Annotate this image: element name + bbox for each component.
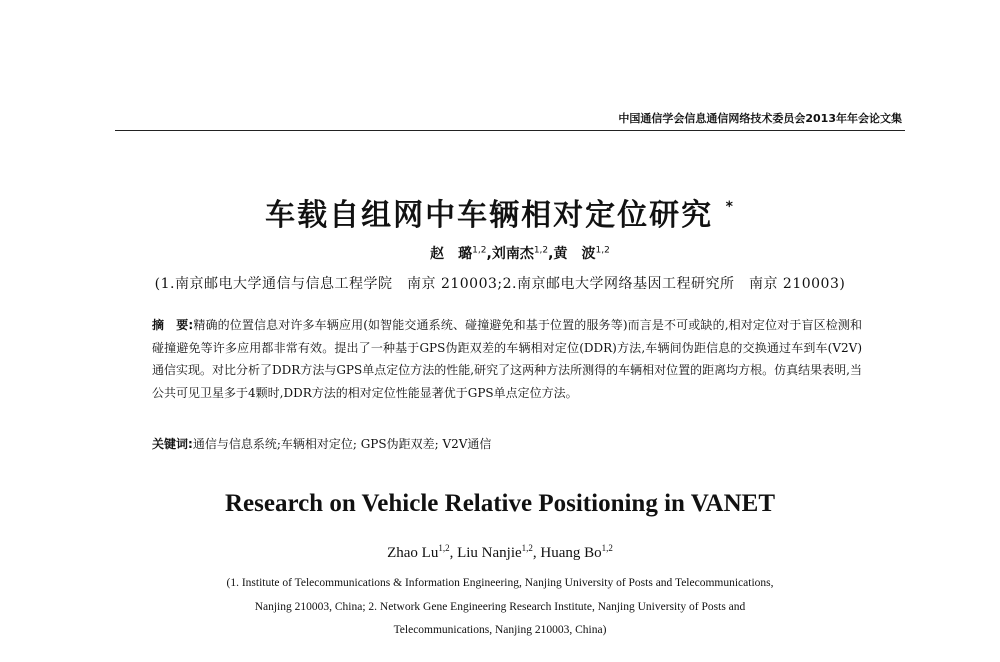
english-authors (0, 543, 1000, 562)
en-author-name: Zhao Lu (387, 545, 439, 561)
chinese-abstract (152, 314, 862, 404)
en-author-affil-mark: 1,2 (601, 543, 613, 553)
author-separator: , (532, 545, 541, 561)
cn-author-affil-mark: 1,2 (533, 245, 549, 256)
header-rule (115, 130, 905, 131)
en-author-name: Liu Nanjie (457, 545, 522, 561)
en-author-affil-mark: 1,2 (521, 543, 533, 553)
author-separator: , (486, 246, 492, 262)
title-footnote-mark: * (725, 199, 735, 215)
keywords-text: 通信与信息系统;车辆相对定位; GPS伪距双差; V2V通信 (192, 437, 492, 451)
en-author-name: Huang Bo (540, 545, 602, 561)
cn-author-name: 赵 璐 (430, 246, 473, 262)
affiliation-line: Telecommunications, Nanjing 210003, China) (393, 624, 607, 636)
chinese-keywords (152, 435, 862, 452)
chinese-authors (0, 243, 1000, 263)
author-separator: , (548, 246, 554, 262)
running-header: 中国通信学会信息通信网络技术委员会2013年年会论文集 (618, 112, 902, 125)
author-separator: , (449, 545, 458, 561)
affiliation-line: (1. Institute of Telecommunications & Information Engineering, Nanjing University of Posts and Telecommunications, (226, 577, 774, 589)
chinese-title (0, 190, 1000, 234)
cn-author-name: 黄 波 (553, 246, 596, 262)
cn-author-affil-mark: 1,2 (472, 245, 487, 256)
abstract-text: 精确的位置信息对许多车辆应用(如智能交通系统、碰撞避免和基于位置的服务等)而言是不可或缺的,相对定位对于盲区检测和碰撞避免等许多应用都非常有效。提出了一种基于GPS伪距双差的车辆相对定位(DDR)方法,车辆间伪距信息的交换通过车到车(V2V)通信实现。对比分析了DDR方法与GPS单点定位方法的性能,研究了这两种方法所测得的车辆相对位置的距离均方根。仿真结果表明,当公共可见卫星多于4颗时,DDR方法的相对定位性能显著优于GPS单点定位方法。 (152, 318, 862, 400)
cn-author-name: 刘南杰 (491, 246, 534, 262)
en-author-affil-mark: 1,2 (438, 543, 450, 553)
abstract-label: 摘 要: (152, 318, 194, 332)
english-title: Research on Vehicle Relative Positioning in VANET (224, 490, 776, 517)
cn-author-affil-mark: 1,2 (595, 245, 610, 256)
affiliation-line: Nanjing 210003, China; 2. Network Gene Engineering Research Institute, Nanjing University of Posts and (254, 600, 746, 613)
chinese-title-text: 车载自组网中车辆相对定位研究 (265, 198, 714, 233)
chinese-affiliation: (1.南京邮电大学通信与信息工程学院 南京 210003;2.南京邮电大学网络基因工程研究所 南京 210003) (154, 276, 846, 292)
keywords-label: 关键词: (152, 437, 193, 451)
english-affiliation (0, 572, 1000, 643)
